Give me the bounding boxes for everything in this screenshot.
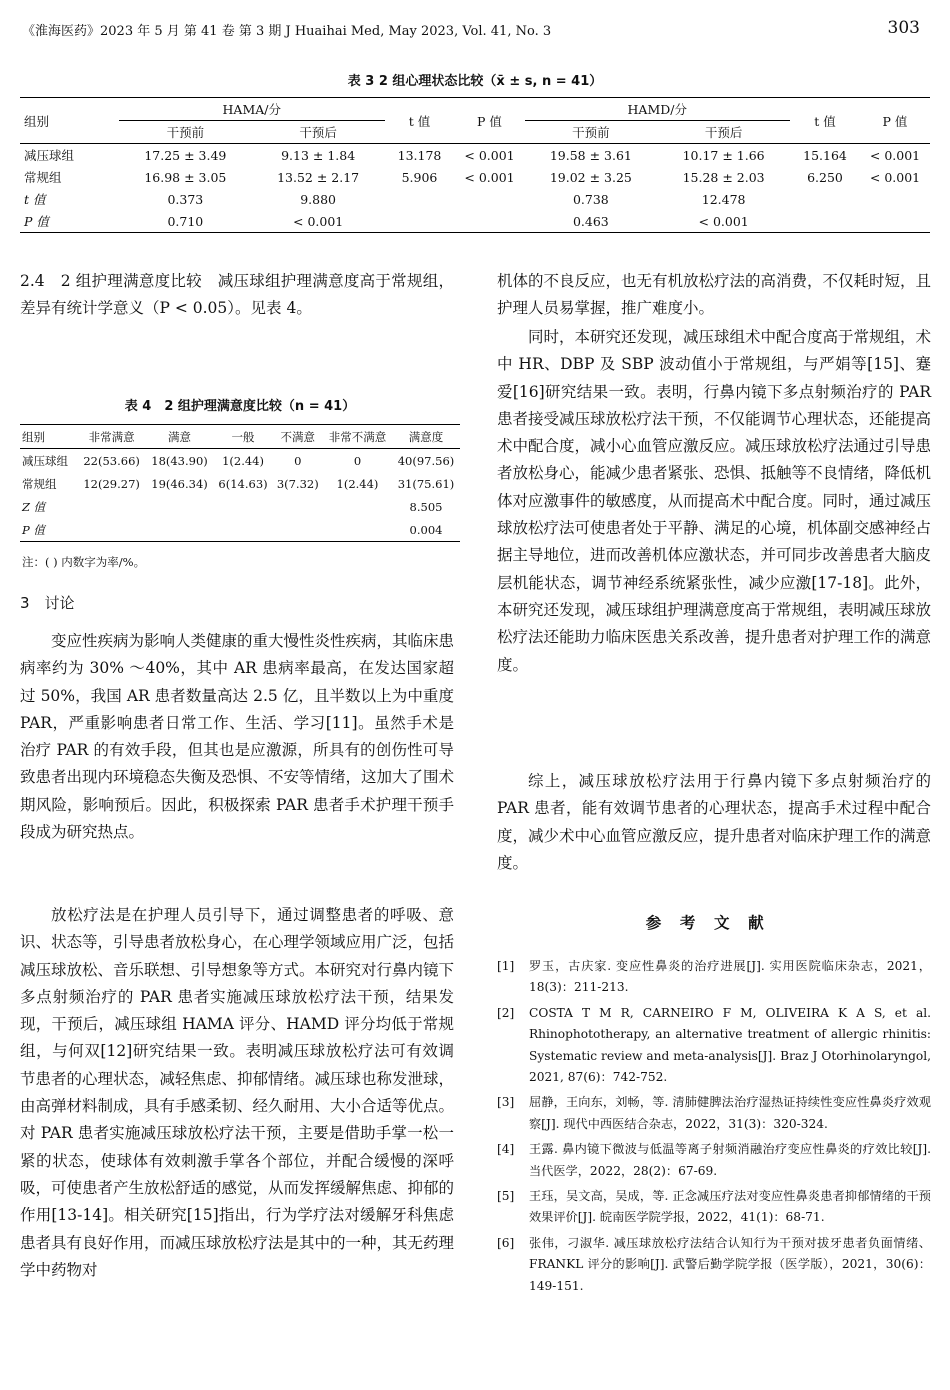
ref-text: 张伟，刁淑华. 减压球放松疗法结合认知行为干预对拔牙患者负面情绪、FRANKL 评分的影响[J]. 武警后勤学院学报（医学版），2021，30(6)：149-151. (529, 1235, 931, 1293)
t4-cell: 1(2.44) (222, 453, 264, 468)
t3-hamd-post: 干预后 (657, 121, 790, 144)
table-row (20, 472, 460, 495)
t4-cell: 18(43.90) (151, 453, 208, 468)
t3-cell: 0.463 (572, 213, 609, 229)
table-row (20, 449, 460, 473)
ref-text: 王珏，吴文高，吴成，等. 正念减压疗法对变应性鼻炎患者抑郁情绪的干预效果评价[J]. 皖南医学院学报，2022，41(1)：68-71. (529, 1189, 931, 1225)
t4-cell: 8.505 (409, 499, 443, 514)
t4-header: 组别 (20, 425, 78, 449)
t3-cell: 17.25 ± 3.49 (144, 147, 227, 163)
table3-title: 表 3 2 组心理状态比较（x̄ ± s, n = 41） (347, 74, 603, 89)
t3-cell: 0.738 (572, 191, 609, 207)
t3-cell (385, 210, 455, 233)
t3-hama-post: 干预后 (252, 121, 385, 144)
t4-cell: 6(14.63) (218, 476, 268, 491)
running-header: 《淮海医药》2023 年 5 月 第 41 卷 第 3 期 J Huaihai Med, May 2023, Vol. 41, No. 3 (22, 24, 552, 39)
table4-note: 注：( ) 内数字为率/%。 (22, 555, 146, 569)
t3-hama: HAMA/分 (222, 102, 281, 117)
t3-cell: 12.478 (701, 191, 746, 207)
table-row (20, 188, 930, 210)
t4-cell: 22(53.66) (83, 453, 140, 468)
t3-cell: 常规组 (24, 170, 62, 185)
t4-cell: 0 (353, 453, 362, 468)
t3-hamd-pre: 干预前 (525, 121, 658, 144)
t4-header: 满意度 (392, 425, 460, 449)
table-row (20, 166, 930, 188)
t3-cell (860, 210, 930, 233)
t3-t2: t 值 (790, 98, 860, 144)
reference-item (497, 1092, 931, 1135)
t3-cell: < 0.001 (293, 213, 344, 229)
t4-cell: 常规组 (22, 476, 57, 491)
ref-number: [5] (497, 1189, 515, 1204)
t3-cell: 19.02 ± 3.25 (549, 169, 632, 185)
t4-cell: 减压球组 (22, 453, 68, 468)
t4-header: 满意 (146, 425, 214, 449)
references-heading: 参考文献 (645, 914, 783, 932)
ref-text: 屈静，王向东，刘畅，等. 清肺健脾法治疗湿热证持续性变应性鼻炎疗效观察[J]. 现代中西医结合杂志，2022，31(3)：320-324. (529, 1095, 931, 1131)
t4-header: 非常不满意 (323, 425, 392, 449)
t3-cell: 15.28 ± 2.03 (682, 169, 765, 185)
t3-cell (385, 188, 455, 210)
t4-header: 非常满意 (78, 425, 146, 449)
t3-cell: < 0.001 (869, 169, 921, 185)
t4-cell: 0 (294, 453, 302, 468)
t3-cell: 19.58 ± 3.61 (549, 147, 632, 163)
t3-cell: t 值 (24, 192, 46, 207)
t3-cell (790, 188, 860, 210)
ref-number: [3] (497, 1095, 515, 1110)
t3-cell (790, 210, 860, 233)
ref-number: [2] (497, 1005, 515, 1020)
reference-item (497, 956, 931, 999)
t3-cell: P 值 (24, 214, 49, 229)
table-row (20, 518, 460, 542)
t3-cell: < 0.001 (698, 213, 749, 229)
t3-cell: 5.906 (401, 169, 438, 185)
table3 (20, 97, 930, 233)
t3-cell: < 0.001 (869, 147, 921, 163)
t3-p2: P 值 (860, 98, 930, 144)
table4-title: 表 4 2 组护理满意度比较（n = 41） (124, 399, 356, 414)
t3-p: P 值 (455, 98, 525, 144)
t4-cell: 1(2.44) (336, 476, 379, 491)
t4-cell: P 值 (22, 522, 45, 537)
t3-cell: 减压球组 (24, 148, 75, 163)
t3-cell: 15.164 (803, 147, 847, 163)
t3-col-group: 组别 (20, 98, 119, 144)
t4-cell: 31(75.61) (397, 476, 455, 491)
discussion-para-1: 变应性疾病为影响人类健康的重大慢性炎性疾病，其临床患病率约为 30% ～40%，其中 AR 患病率最高，在发达国家超过 50%，我国 AR 患者数量高达 2.5 亿，且半数以上为中重度 PAR，严重影响患者日常工作、生活、学习[11]。虽然手术是治疗 PAR 的有效手段，但其也是应激源，所具有的创伤性可导致患者出现内环境稳态失衡及恐惧、不安等情绪，这加大了围术期风险，影响预后。因此，积极探索 PAR 患者手术护理干预手段成为研究热点。 (20, 632, 455, 842)
discussion-para-2: 放松疗法是在护理人员引导下，通过调整患者的呼吸、意识、状态等，引导患者放松身心，在心理学领域应用广泛，包括减压球放松、音乐联想、引导想象等方式。本研究对行鼻内镜下多点射频治疗的 PAR 患者实施减压球放松疗法干预，结果发现，干预后，减压球组 HAMA 评分、HAMD 评分均低于常规组，与何双[12]研究结果一致。表明减压球放松疗法可有效调节患者的心理状态，减轻焦虑、抑郁情绪。减压球也称发泄球，由高弹材料制成，具有手感柔韧、经久耐用、大小合适等优点。对 PAR 患者实施减压球放松疗法干预，主要是借助手掌一松一紧的状态，使球体有效刺激手掌各个部位，并配合缓慢的深呼吸，可使患者产生放松舒适的感觉，从而发挥缓解焦虑、抑郁的作用[13-14]。相关研究[15]指出，行为学疗法对缓解牙科焦虑患者具有良好作用，而减压球放松疗法是其中的一种，其无药理学中药物对 (20, 906, 455, 1279)
right-para-3: 综上，减压球放松疗法用于行鼻内镜下多点射频治疗的 PAR 患者，能有效调节患者的心理状态，提高手术过程中配合度，减少术中心血管应激反应，提升患者对临床护理工作的满意度。 (497, 772, 932, 872)
t4-header: 不满意 (273, 425, 323, 449)
ref-number: [4] (497, 1142, 515, 1157)
ref-number: [1] (497, 959, 515, 973)
t3-cell: 0.710 (167, 213, 204, 229)
ref-text: 罗玉，古庆家. 变应性鼻炎的治疗进展[J]. 实用医院临床杂志，2021，18(3)：211-213. (529, 959, 931, 995)
ref-text: 王露. 鼻内镜下微波与低温等离子射频消融治疗变应性鼻炎的疗效比较[J]. 当代医学，2022，28(2)：67-69. (529, 1142, 931, 1178)
t3-cell: 6.250 (807, 169, 843, 185)
t3-cell: 9.13 ± 1.84 (281, 147, 356, 163)
reference-item (497, 1186, 931, 1229)
t3-cell: 9.880 (300, 191, 337, 207)
t3-cell: < 0.001 (464, 169, 515, 185)
section-3-heading: 3 讨论 (20, 594, 75, 612)
t3-cell: 13.52 ± 2.17 (277, 169, 360, 185)
t3-cell (860, 188, 930, 210)
reference-list (497, 956, 931, 1301)
table4 (20, 424, 460, 542)
t3-t: t 值 (385, 98, 455, 144)
t4-cell: 3(7.32) (276, 476, 319, 491)
reference-item (497, 1233, 931, 1297)
ref-text: COSTA T M R, CARNEIRO F M, OLIVEIRA K A S, et al. Rhinophototherapy, an alternative treatment of allergic rhinitis: Systematic review and meta-analysis[J]. Braz J Otorhinolaryngol, 2021, 87(6)：742-752. (529, 1005, 931, 1085)
right-para-1: 机体的不良反应，也无有机放松疗法的高消费，不仅耗时短，且护理人员易掌握，推广难度小。 (497, 272, 932, 318)
t3-hama-pre: 干预前 (119, 121, 252, 144)
t3-cell: 13.178 (397, 147, 442, 163)
t3-cell: 10.17 ± 1.66 (682, 147, 765, 163)
t3-cell (455, 188, 525, 210)
page-number: 303 (887, 18, 920, 38)
section-2-4: 2.4 2 组护理满意度比较 减压球组护理满意度高于常规组，差异有统计学意义（P < 0.05）。见表 4。 (20, 272, 454, 318)
t3-cell (455, 210, 525, 233)
reference-item (497, 1139, 931, 1182)
table-row (20, 144, 930, 167)
t4-cell: Z 值 (22, 499, 46, 514)
ref-number: [6] (497, 1235, 515, 1250)
t3-hamd: HAMD/分 (627, 102, 687, 117)
reference-item (497, 1003, 931, 1089)
t3-cell: < 0.001 (464, 147, 515, 163)
t4-header: 一般 (213, 425, 272, 449)
t3-cell: 0.373 (167, 191, 204, 207)
t4-cell: 12(29.27) (83, 476, 140, 491)
table-row (20, 495, 460, 518)
t4-cell: 40(97.56) (397, 453, 455, 468)
t4-cell: 19(46.34) (151, 476, 208, 491)
right-para-2: 同时，本研究还发现，减压球组术中配合度高于常规组，术中 HR、DBP 及 SBP 波动值小于常规组，与严娟等[15]、蹇爱[16]研究结果一致。表明，行鼻内镜下多点射频治疗的 PAR 患者接受减压球放松疗法干预，不仅能调节心理状态，还能提高术中配合度，减小心血管应激反应。减压球放松疗法通过引导患者放松身心，能减少患者紧张、恐惧、抵触等不良情绪，降低机体对应激事件的敏感度，从而提高术中配合度。同时，通过减压球放松疗法可使患者处于平静、满足的心境，机体副交感神经占据主导地位，进而改善机体应激状态，并可同步改善患者大脑皮层机能状态，调节神经系统紧张性，减少应激[17-18]。此外，本研究还发现，减压球组护理满意度高于常规组，表明减压球放松疗法还能助力临床医患关系改善，提升患者对护理工作的满意度。 (497, 328, 932, 674)
t4-cell: 0.004 (409, 522, 443, 537)
table-row (20, 210, 930, 233)
t3-cell: 16.98 ± 3.05 (144, 169, 227, 185)
